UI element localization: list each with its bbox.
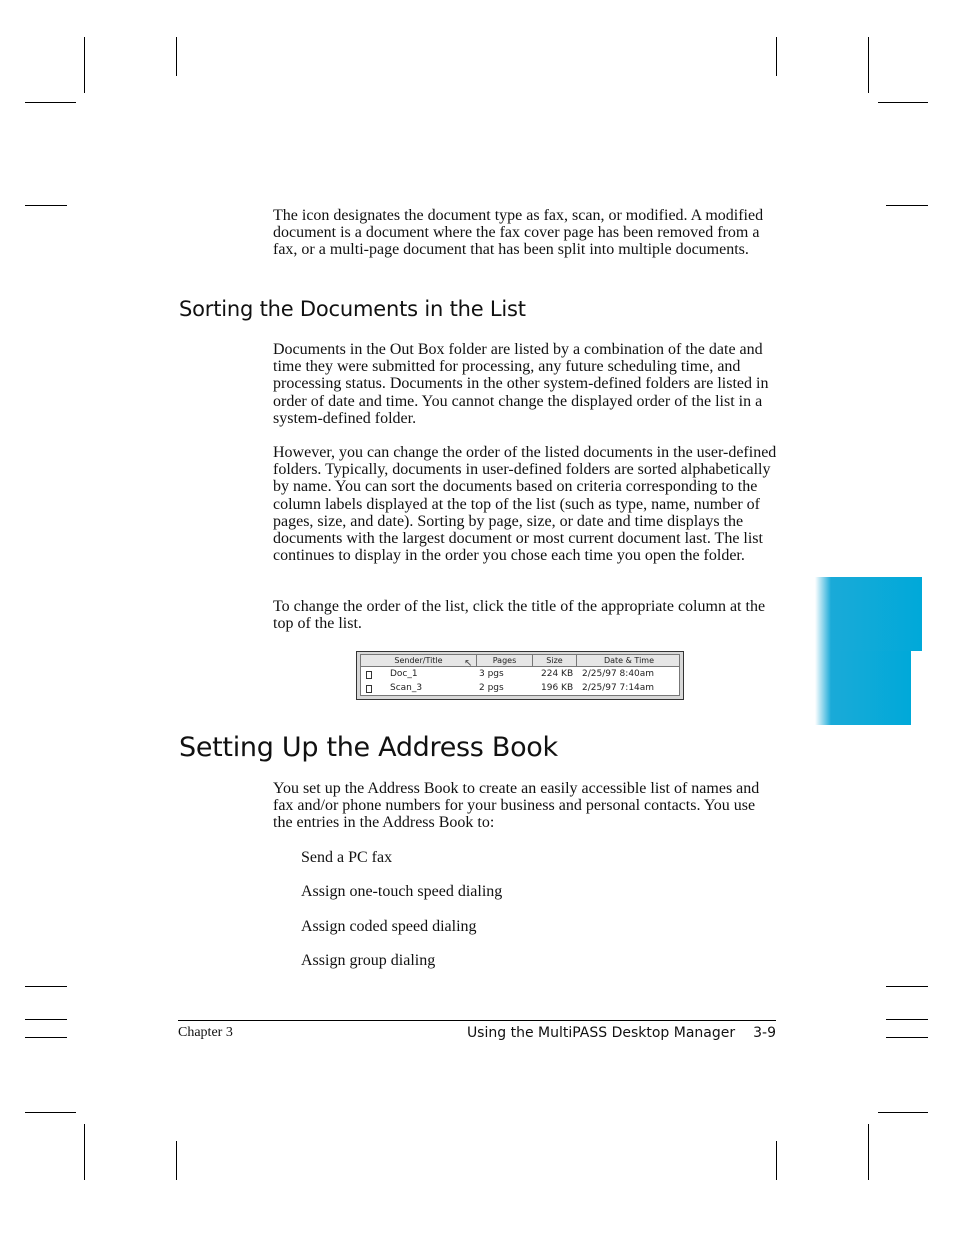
row-date: 2/25/97 7:14am bbox=[582, 683, 655, 693]
list-item: Assign one-touch speed dialing bbox=[301, 883, 503, 900]
row-pages: 3 pgs bbox=[479, 669, 504, 679]
tab-marker-lower bbox=[815, 651, 911, 725]
footer-running-title bbox=[467, 1025, 776, 1041]
row-size: 196 KB bbox=[541, 683, 574, 693]
crop-mark bbox=[776, 1141, 777, 1180]
crop-mark bbox=[25, 102, 76, 103]
footer-title: Using the MultiPASS Desktop Manager bbox=[466, 1025, 736, 1041]
column-header-size[interactable]: Size bbox=[533, 655, 577, 666]
row-date: 2/25/97 8:40am bbox=[582, 669, 655, 679]
crop-mark bbox=[25, 1019, 67, 1020]
crop-mark bbox=[868, 37, 869, 93]
document-list bbox=[360, 654, 680, 696]
intro-paragraph: The icon designates the document type as fax, scan, or modified. A modified document is a document where the fax cover page has been removed from a fax, or a multi-page document that has been split into multiple documents. bbox=[273, 207, 764, 259]
sorting-paragraph-1: Documents in the Out Box folder are listed by a combination of the date and time they were submitted for processing, any future scheduling time, and processing status. Documents in the other system-defined folders are listed in order of date and time. You cannot change the displayed order of the list in a system-defined folder. bbox=[273, 341, 769, 427]
crop-mark bbox=[84, 37, 85, 93]
crop-mark bbox=[878, 1112, 928, 1113]
crop-mark bbox=[25, 1037, 67, 1038]
row-pages: 2 pgs bbox=[479, 683, 504, 693]
list-row[interactable] bbox=[361, 668, 679, 681]
crop-mark bbox=[886, 1037, 928, 1038]
crop-mark bbox=[25, 986, 67, 987]
column-header-date-time[interactable]: Date & Time bbox=[603, 656, 655, 665]
address-paragraph: You set up the Address Book to create an easily accessible list of names and fax and/or phone numbers for your business and personal contacts. You use the entries in the Address Book to: bbox=[273, 780, 760, 832]
pointer-cursor-icon: ↖ bbox=[464, 658, 473, 669]
crop-mark bbox=[25, 205, 67, 206]
crop-mark bbox=[776, 37, 777, 76]
crop-mark bbox=[886, 1019, 928, 1020]
list-header bbox=[361, 655, 679, 667]
fax-document-icon bbox=[366, 671, 372, 679]
crop-mark bbox=[886, 205, 928, 206]
row-size: 224 KB bbox=[541, 669, 574, 679]
chapter-tab-marker bbox=[815, 577, 922, 725]
sorting-paragraph-3: To change the order of the list, click the title of the appropriate column at the top of the list. bbox=[273, 598, 766, 633]
list-item: Assign coded speed dialing bbox=[301, 918, 477, 935]
crop-mark bbox=[878, 102, 928, 103]
list-row[interactable] bbox=[361, 682, 679, 695]
list-item: Assign group dialing bbox=[301, 952, 436, 969]
crop-mark bbox=[25, 1112, 76, 1113]
crop-mark bbox=[868, 1124, 869, 1180]
column-header-sender-title[interactable]: Sender/Title bbox=[361, 655, 477, 666]
tab-marker-upper bbox=[815, 577, 922, 651]
document-list-screenshot bbox=[356, 651, 684, 700]
crop-mark bbox=[84, 1124, 85, 1180]
section-heading-address-book: Setting Up the Address Book bbox=[179, 732, 558, 763]
footer-rule bbox=[178, 1020, 776, 1021]
crop-mark bbox=[176, 1141, 177, 1180]
crop-mark bbox=[176, 37, 177, 76]
row-name: Doc_1 bbox=[390, 669, 418, 679]
crop-mark bbox=[886, 986, 928, 987]
column-header-pages[interactable]: Pages bbox=[477, 655, 533, 666]
row-name: Scan_3 bbox=[390, 683, 423, 693]
scan-document-icon bbox=[366, 685, 372, 693]
list-item: Send a PC fax bbox=[301, 849, 393, 866]
page-number: 3-9 bbox=[753, 1025, 776, 1041]
section-heading-sorting: Sorting the Documents in the List bbox=[179, 297, 526, 321]
sorting-paragraph-2: However, you can change the order of the listed documents in the user-defined folders. Typically, documents in user-defined folders are sorted alphabetically by name. You can sort the documents based on criteria corresponding to the column labels displayed at the top of the list (such as type, name, number of pages, size, and date). Sorting by page, size, or date and time displays the documents with the largest document or most current document last. The list continues to display in the order you chose each time you open the folder. bbox=[273, 444, 777, 565]
footer-chapter: Chapter 3 bbox=[178, 1025, 233, 1040]
